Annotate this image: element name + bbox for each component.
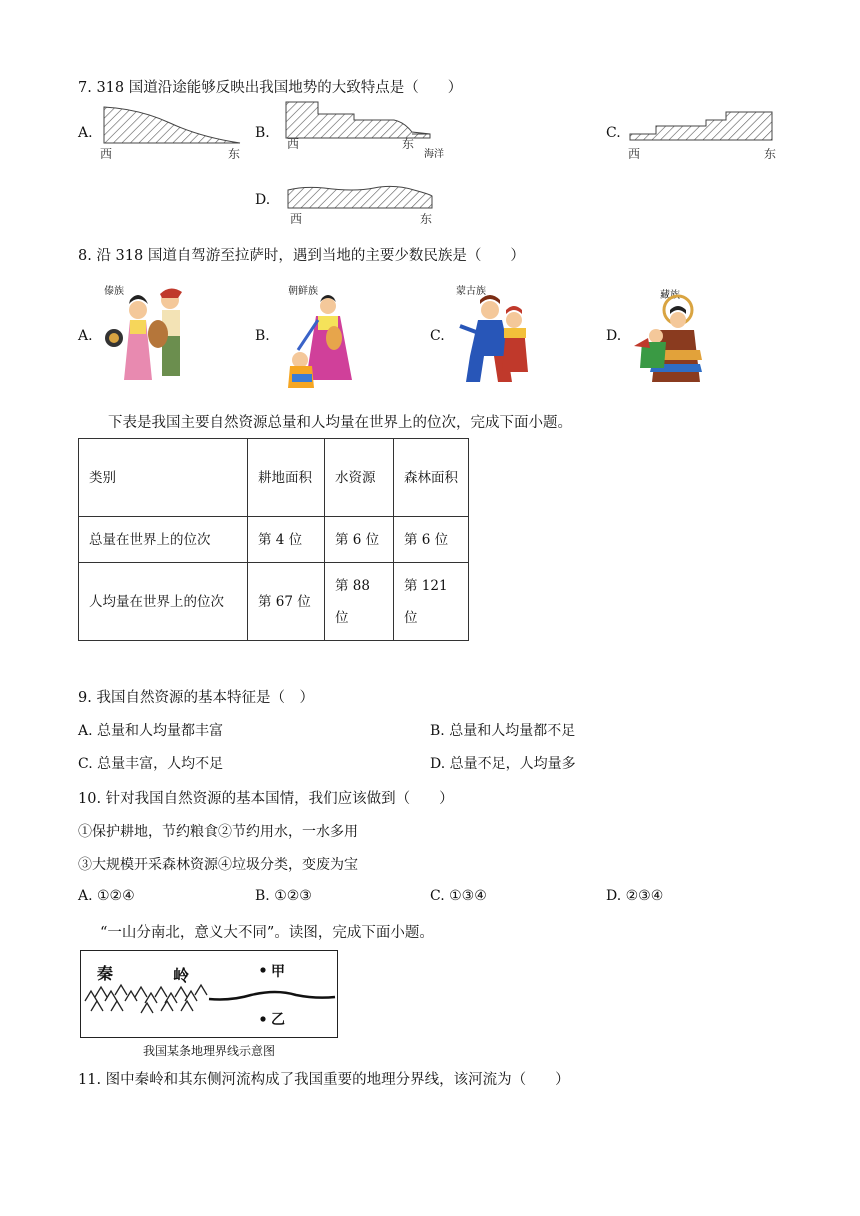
q7-option-d-label[interactable]: D. — [255, 192, 271, 208]
mongolian-dancers-illustration — [450, 286, 540, 388]
table-cell: 第 88 位 — [325, 563, 394, 641]
mountains-and-river-drawing — [81, 951, 337, 1037]
mountain-label-ling: 岭 — [173, 966, 190, 985]
tibetan-dancers-illustration — [628, 290, 714, 388]
q7-c-west-label: 西 — [628, 147, 641, 161]
q7-option-d-terrain-profile — [284, 182, 436, 212]
q8-a-caption: 傣族 — [104, 286, 124, 297]
q8-c-caption: 蒙古族 — [456, 286, 486, 297]
q7-d-east-label: 东 — [420, 212, 433, 226]
mountain-symbols — [85, 985, 207, 1013]
dai-dancers-illustration — [100, 280, 200, 388]
q10-statement-line-2: ③大规模开采森林资源④垃圾分类，变废为宝 — [78, 857, 358, 873]
question-7-stem: 7. 318 国道沿途能够反映出我国地势的大致特点是（ ） — [78, 80, 463, 96]
q7-b-east-label: 东 — [402, 137, 415, 151]
q10-statement-line-1: ①保护耕地，节约粮食②节约用水，一水多用 — [78, 824, 358, 840]
table-cell: 人均量在世界上的位次 — [79, 563, 248, 641]
question-10-stem: 10. 针对我国自然资源的基本国情，我们应该做到（ ） — [78, 791, 454, 807]
table-header-forest: 森林面积 — [394, 439, 469, 517]
table-header-water: 水资源 — [325, 439, 394, 517]
q8-option-d-label[interactable]: D. — [606, 328, 622, 344]
q9-option-a[interactable]: A. 总量和人均量都丰富 — [78, 723, 224, 739]
resource-ranking-table — [78, 438, 469, 641]
q10-option-c[interactable]: C. ①③④ — [430, 888, 487, 904]
boundary-sketch-map — [80, 950, 338, 1038]
q10-option-d[interactable]: D. ②③④ — [606, 888, 664, 904]
q9-option-c[interactable]: C. 总量丰富，人均不足 — [78, 756, 224, 772]
question-9-stem: 9. 我国自然资源的基本特征是（ ） — [78, 690, 314, 706]
table-cell: 第 121 位 — [394, 563, 469, 641]
point-yi-marker — [260, 1016, 265, 1021]
point-jia-marker — [260, 967, 265, 972]
q10-option-a[interactable]: A. ①②④ — [78, 888, 135, 904]
q7-d-west-label: 西 — [290, 212, 303, 226]
table-row — [79, 563, 469, 641]
point-yi-label: 乙 — [271, 1012, 285, 1028]
question-8-stem: 8. 沿 318 国道自驾游至拉萨时，遇到当地的主要少数民族是（ ） — [78, 248, 525, 264]
table-cell: 第 67 位 — [248, 563, 325, 641]
q8-option-b-label[interactable]: B. — [255, 328, 270, 344]
q8-option-a-label[interactable]: A. — [78, 328, 93, 344]
table-cell: 第 6 位 — [325, 517, 394, 563]
q7-option-c-terrain-profile — [626, 106, 776, 146]
q7-b-ocean-label: 海洋 — [424, 149, 444, 160]
table-header-category: 类别 — [79, 439, 248, 517]
map-caption: 我国某条地理界线示意图 — [143, 1044, 276, 1058]
q7-option-c-label[interactable]: C. — [606, 125, 621, 141]
mountain-label-qin: 秦 — [97, 964, 114, 983]
table-cell: 总量在世界上的位次 — [79, 517, 248, 563]
q10-option-b[interactable]: B. ①②③ — [255, 888, 312, 904]
q7-option-a-label[interactable]: A. — [78, 125, 93, 141]
table-cell: 第 4 位 — [248, 517, 325, 563]
q7-a-west-label: 西 — [100, 147, 113, 161]
q9-option-b[interactable]: B. 总量和人均量都不足 — [430, 723, 576, 739]
q8-d-caption: 藏族 — [660, 290, 680, 301]
q7-c-east-label: 东 — [764, 147, 777, 161]
q8-option-c-label[interactable]: C. — [430, 328, 445, 344]
q7-option-a-terrain-profile — [100, 105, 245, 147]
table-intro: 下表是我国主要自然资源总量和人均量在世界上的位次，完成下面小题。 — [108, 415, 572, 431]
point-jia-label: 甲 — [271, 964, 285, 980]
q7-option-b-label[interactable]: B. — [255, 125, 270, 141]
table-cell: 第 6 位 — [394, 517, 469, 563]
table-row — [79, 517, 469, 563]
river-line — [209, 992, 335, 1000]
table-header-row — [79, 439, 469, 517]
map-intro: “一山分南北，意义大不同”。读图，完成下面小题。 — [100, 925, 434, 941]
q7-b-west-label: 西 — [287, 137, 300, 151]
q8-b-caption: 朝鲜族 — [288, 286, 318, 297]
table-header-cropland: 耕地面积 — [248, 439, 325, 517]
korean-dancers-illustration — [278, 290, 378, 390]
q9-option-d[interactable]: D. 总量不足，人均量多 — [430, 756, 576, 772]
q7-a-east-label: 东 — [228, 147, 241, 161]
question-11-stem: 11. 图中秦岭和其东侧河流构成了我国重要的地理分界线，该河流为（ ） — [78, 1072, 570, 1088]
